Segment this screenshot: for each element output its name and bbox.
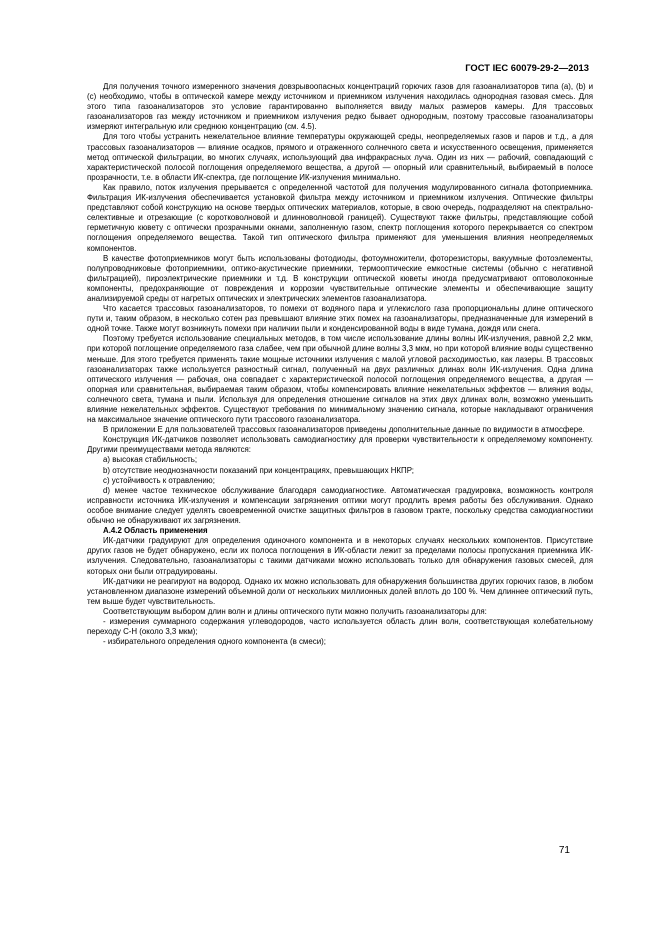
paragraph: Для получения точного измеренного значения довзрывоопасных концентраций горючих газов для газоанализаторов типа (a), (b) и (c) необходимо, чтобы в оптической камере между источником и приемником излучения находилась однородная газовая смесь. Для этого типа газоанализаторов это условие гарантированно выполняется ввиду малых размеров камеры. Для трассовых газоанализаторов газ между источником и приемником излучения редко бывает однородным, поэтому трассовые газоанализаторы измеряют интегральную или среднюю концентрацию (см. 4.5). — [87, 82, 593, 132]
paragraph: В приложении Е для пользователей трассовых газоанализаторов приведены дополнительные данные по видимости в атмосфере. — [103, 425, 585, 435]
section-heading: А.4.2 Область применения — [103, 526, 208, 536]
paragraph: Конструкция ИК-датчиков позволяет использовать самодиагностику для проверки чувствительности к определяемому компоненту. Другими преимуществами метода являются: — [87, 435, 593, 455]
standard-designation: ГОСТ IEC 60079-29-2—2013 — [465, 62, 589, 73]
paragraph: Как правило, поток излучения прерывается с определенной частотой для получения модулированного сигнала фотоприемника. Фильтрация ИК-излучения обеспечивается установкой фильтра между источником и приемником излучения. Оптические фильтры представляют собой конструкцию на основе твердых оптических материалов, которые, в свою очередь, подразделяют на спектрально-селективные и отрезающие (с коротковолновой и длинноволновой границей). Существуют также фильтры, представляющие собой герметичную кювету с оптически прозрачными окнами, заполненную газом, спектр поглощения которого перекрывается со спектром поглощения определяемого вещества. Такой тип оптического фильтра применяют для уменьшения влияния неопределяемых компонентов. — [87, 182, 593, 253]
list-item: c) устойчивость к отравлению; — [103, 475, 215, 485]
list-item: - избирательного определения одного компонента (в смеси); — [103, 637, 326, 647]
list-item: b) отсутствие неоднозначности показаний при концентрациях, превышающих НКПР; — [103, 465, 414, 475]
page-number: 71 — [558, 845, 570, 856]
page-body — [87, 82, 593, 647]
paragraph: Соответствующим выбором длин волн и длины оптического пути можно получить газоанализаторы для: — [103, 606, 487, 616]
list-item: a) высокая стабильность; — [103, 455, 198, 465]
paragraph: ИК-датчики градуируют для определения одиночного компонента и в некоторых случаях нескольких компонентов. Присутствие других газов не будет обнаружено, если их полоса поглощения в ИК-области лежит за пределами полосы пропускания приемника ИК-излучения. Следовательно, газоанализаторы с такими датчиками можно использовать только для обнаружения газовых смесей, для которых они были отградуированы. — [87, 536, 593, 576]
paragraph: Что касается трассовых газоанализаторов, то помехи от водяного пара и углекислого газа пропорциональны длине оптического пути и, таким образом, в несколько сотен раз превышают влияние этих помех на газоанализаторы, предназначенные для измерений в одной точке. Также могут возникнуть помехи при наличии пыли и конденсированной воды в виде тумана, дождя или снега. — [87, 304, 593, 334]
paragraph: ИК-датчики не реагируют на водород. Однако их можно использовать для обнаружения большинства других горючих газов, в любом установленном диапазоне измерений объемной доли от нескольких миллионных долей вплоть до 100 %. Чем длиннее оптический путь, тем выше будет чувствительность. — [87, 576, 593, 606]
paragraph: Для того чтобы устранить нежелательное влияние температуры окружающей среды, неопределяемых газов и паров и т.д., а для трассовых газоанализаторов — влияние осадков, прямого и отраженного солнечного света и искусственного освещения, применяется метод оптической фильтрации, во многих случаях, использующий два инфракрасных луча. Один из них — рабочий, совпадающий с характеристической полосой поглощения определяемого вещества, а другой — опорный или сравнительный, выбираемый в полосе прозрачности, т.е. в области ИК-спектра, где поглощение ИК-излучения минимально. — [87, 132, 593, 182]
list-item: d) менее частое техническое обслуживание благодаря самодиагностике. Автоматическая градуировка, возможность контроля исправности источника ИК-излучения и компенсации загрязнения оптики могут продлить время работы без обслуживания. Однако особое внимание следует уделять своевременной очистке защитных фильтров в газовом тракте, поскольку средства самодиагностики обычно не обнаруживают их загрязнения. — [87, 485, 593, 526]
list-item: - измерения суммарного содержания углеводородов, часто используется область длин волн, соответствующая колебательному переходу C-H (около 3,3 мкм); — [87, 616, 593, 637]
paragraph: Поэтому требуется использование специальных методов, в том числе использование длины волны ИК-излучения, равной 2,2 мкм, при которой поглощение определяемого газа слабее, чем при обычной длине волны 3,3 мкм, но при которой влияние воды существенно меньше. Для этого требуется применять такие мощные источники излучения с малой угловой расходимостью, как лазеры. В трассовых газоанализаторах также используется разностный сигнал, полученный на двух различных длинах волн ИК-излучения. Одна длина оптического излучения — рабочая, она совпадает с характеристической полосой поглощения определяемого вещества, а другая — опорная или сравнительная, выбираемая таким образом, чтобы компенсировать влияние нежелательных эффектов — влияния воды, солнечного света, тумана и пыли. Используя для определения отношение сигналов на этих двух длинах волн, возможно уменьшить влияние нежелательных эффектов. Существуют требования по минимальному значению сигнала, которые накладывают ограничения на максимальное значение оптического пути трассового газоанализатора. — [87, 334, 593, 425]
paragraph: В качестве фотоприемников могут быть использованы фотодиоды, фотоумножители, фоторезисторы, вакуумные фотоэлементы, полупроводниковые фотоприемники, оптико-акустические приемники, термооптические емкостные системы (обычно с негативной фильтрацией), пироэлектрические приемники и т.д. В конструкции оптической кюветы иногда предусматривают оптоволоконные компоненты, предохраняющие от повреждения и коррозии чувствительные оптические элементы и обеспечивающие защиту анализируемой среды от нагретых оптических и электрических элементов газоанализатора. — [87, 253, 593, 303]
